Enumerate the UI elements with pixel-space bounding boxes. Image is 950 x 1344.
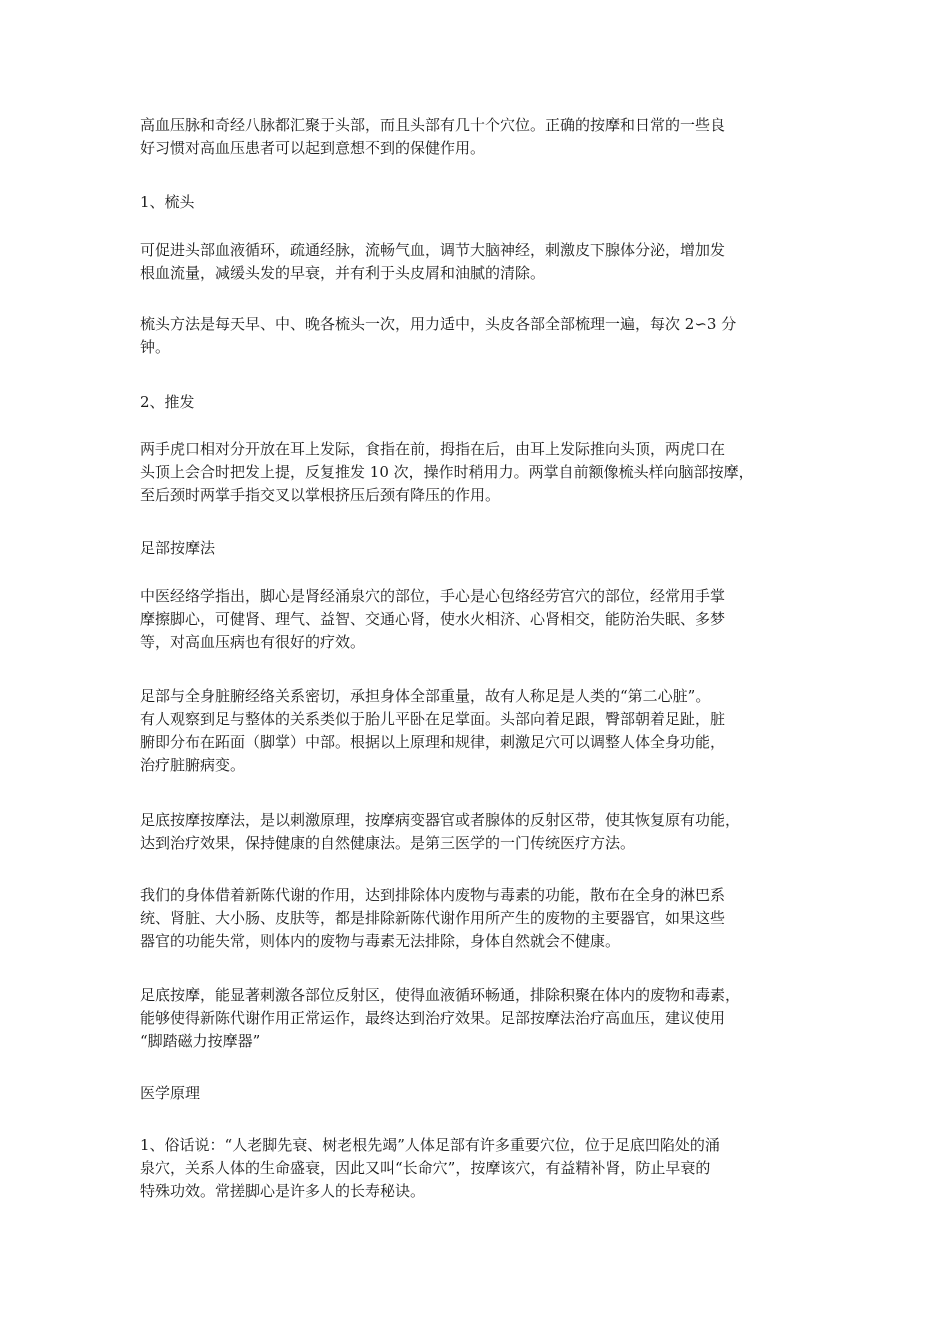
combing-benefits-paragraph (140, 239, 830, 285)
pushing-hair-paragraph (140, 438, 830, 507)
principle-paragraph (140, 1134, 830, 1203)
paragraph-line: 足底按摩按摩法，是以刺激原理，按摩病变器官或者腺体的反射区带，使其恢复原有功能， (140, 811, 741, 829)
metabolism-paragraph (140, 884, 830, 953)
paragraph-line: 我们的身体借着新陈代谢的作用，达到排除体内废物与毒素的功能，散布在全身的淋巴系 (140, 886, 726, 904)
paragraph-line: 根血流量，减缓头发的早衰，并有利于头皮屑和油腻的清除。 (140, 264, 546, 282)
foot-meridian-paragraph (140, 585, 830, 654)
paragraph-line: 足底按摩，能显著刺激各部位反射区，使得血液循环畅通，排除积聚在体内的废物和毒素， (140, 986, 741, 1004)
paragraph-line: 治疗脏腑病变。 (140, 756, 246, 774)
paragraph-line: 达到治疗效果，保持健康的自然健康法。是第三医学的一门传统医疗方法。 (140, 834, 636, 852)
paragraph-line: 摩擦脚心，可健肾、理气、益智、交通心肾，使水火相济、心肾相交，能防治失眠、多梦 (140, 610, 726, 628)
paragraph-line: 好习惯对高血压患者可以起到意想不到的保健作用。 (140, 139, 486, 157)
paragraph-line: 可促进头部血液循环，疏通经脉，流畅气血，调节大脑神经，刺激皮下腺体分泌，增加发 (140, 241, 726, 259)
paragraph-line: 头顶上会合时把发上提，反复推发 10 次，操作时稍用力。两掌自前额像梳头样向脑部按摩， (140, 463, 754, 481)
foot-reflex-paragraph (140, 809, 830, 855)
section-title: 1、梳头 (140, 193, 195, 211)
paragraph-line: 高血压脉和奇经八脉都汇聚于头部，而且头部有几十个穴位。正确的按摩和日常的一些良 (140, 116, 726, 134)
paragraph-line: 特殊功效。常搓脚心是许多人的长寿秘诀。 (140, 1182, 426, 1200)
section-heading-medical-principle (140, 1082, 830, 1105)
paragraph-line: 中医经络学指出，脚心是肾经涌泉穴的部位，手心是心包络经劳宫穴的部位，经常用手掌 (140, 587, 726, 605)
foot-sole-massage-paragraph (140, 984, 830, 1053)
section-title: 足部按摩法 (140, 539, 216, 557)
paragraph-line: 两手虎口相对分开放在耳上发际，食指在前，拇指在后，由耳上发际推向头顶，两虎口在 (140, 440, 726, 458)
foot-organs-paragraph (140, 685, 830, 777)
section-heading-pushing-hair (140, 391, 830, 414)
section-title: 2、推发 (140, 393, 195, 411)
paragraph-line: 1、俗话说：“人老脚先衰、树老根先竭”人体足部有许多重要穴位，位于足底凹陷处的涌 (140, 1136, 720, 1154)
paragraph-line: “脚踏磁力按摩器” (140, 1032, 261, 1050)
paragraph-line: 等，对高血压病也有很好的疗效。 (140, 633, 366, 651)
paragraph-line: 梳头方法是每天早、中、晚各梳头一次，用力适中，头皮各部全部梳理一遍，每次 2∽3 分 (140, 315, 737, 333)
section-heading-foot-massage (140, 537, 830, 560)
section-title: 医学原理 (140, 1084, 201, 1102)
section-heading-combing (140, 191, 830, 214)
paragraph-line: 器官的功能失常，则体内的废物与毒素无法排除，身体自然就会不健康。 (140, 932, 621, 950)
paragraph-line: 腑即分布在跖面（脚掌）中部。根据以上原理和规律，刺激足穴可以调整人体全身功能， (140, 733, 726, 751)
combing-method-paragraph (140, 313, 830, 359)
paragraph-line: 统、肾脏、大小肠、皮肤等，都是排除新陈代谢作用所产生的废物的主要器官，如果这些 (140, 909, 726, 927)
paragraph-line: 足部与全身脏腑经络关系密切，承担身体全部重量，故有人称足是人类的“第二心脏”。 (140, 687, 711, 705)
paragraph-line: 泉穴，关系人体的生命盛衰，因此又叫“长命穴”，按摩该穴，有益精补肾，防止早衰的 (140, 1159, 711, 1177)
paragraph-line: 至后颈时两掌手指交叉以掌根挤压后颈有降压的作用。 (140, 486, 501, 504)
paragraph-line: 有人观察到足与整体的关系类似于胎儿平卧在足掌面。头部向着足跟，臀部朝着足趾，脏 (140, 710, 726, 728)
intro-paragraph (140, 114, 830, 160)
paragraph-line: 能够使得新陈代谢作用正常运作，最终达到治疗效果。足部按摩法治疗高血压，建议使用 (140, 1009, 726, 1027)
paragraph-line: 钟。 (140, 338, 171, 356)
